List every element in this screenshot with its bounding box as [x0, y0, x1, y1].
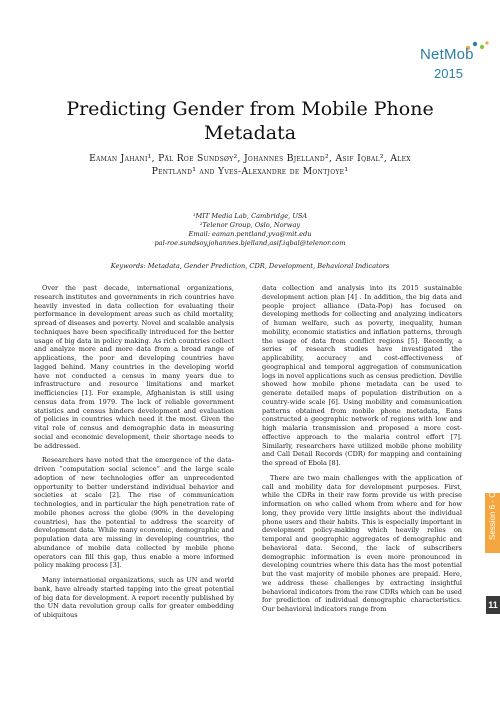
session-label: Session 6 - Cities (III): [488, 463, 497, 540]
affiliations: [120, 212, 380, 248]
email-telenor: pal-roe.sundsoy,johannes.bjelland,asif.iqbal@telenor.com: [154, 239, 346, 247]
paragraph: There are two main challenges with the application of call and mobility data for development purposes. First, while the CDRs in their raw form provide us with precise information on who called whom from where and for how long, they provide very little insights about the individual phone users and their habits. This is especially important in development policy-making which heavily relies on temporal and geographic aggregates of demographic and behavioral data. Second, the lack of subscribers demographic information is even more pronounced in developing countries where this data has the most potential but the vast majority of mobile phones are prepaid. Here, we address these challenges by extracting insightful behavioral indicators from the raw CDRs which can be used for prediction of individual demographic characteristics. Our behavioral indicators range from: [262, 473, 462, 613]
page-number: 11: [486, 596, 500, 614]
email-mit: Email: eaman.pentland,yva@mit.edu: [188, 230, 312, 238]
left-column: [34, 284, 234, 626]
paragraph: Many international organizations, such as UN and world bank, have already started tapping into the great potential of big data for development. A report recently published by the UN data revolution group calls for greater embedding of ubiquitous: [34, 576, 234, 619]
logo-year: 2015: [434, 66, 463, 81]
logo-word: NetMob: [420, 46, 474, 63]
paragraph: Researchers have noted that the emergence of the data-driven “computation social science” and the large scale adoption of new technologies offer an unprecedented opportunity to better understand individual behavior and societies at scale [2]. The rise of communication technologies, and in particular the high penetration rate of mobile phones across the globe (90% in the developing countries), has the potential to address the scarcity of development data. While many economic, demographic and population data are missing in developing countries, the abundance of mobile data collected by mobile phone operators can fill this gap, thus enable a more informed policy making process [3].: [34, 456, 234, 570]
author-list: Eaman Jahani¹, Pål Roe Sundsøy², Johannes Bjelland², Asif Iqbal², Alex Pentland¹ and Yves-Alexandre de Montjoye¹: [89, 153, 411, 177]
paragraph: Over the past decade, international organizations, research institutes and governments in rich countries have heavily invested in data collection for evaluating their performance in development areas such as child mortality, spread of diseases and poverty. Novel and scalable analysis techniques have been specifically introduced for the better usage of big data in policy making. As rich countries collect and analyze more and more data from a broad range of applications, the poor and developing countries have lagged behind. Many countries in the developing world have not conducted a census in many years due to infrastructure and resource limitations and market inefficiencies [1]. For example, Afghanistan is still using census data from 1979. The lack of reliable government statistics and census hinders development and evaluation of policies in countries which need it the most. Given the vital role of census and demographic data in measuring social and economic development, their shortage needs to be addressed.: [34, 284, 234, 450]
keywords-line: Keywords: Metadata, Gender Prediction, CDR, Development, Behavioral Indicators: [110, 262, 390, 270]
affiliation-mit: ¹MIT Media Lab, Cambridge, USA: [192, 212, 308, 220]
netmob-logo: [420, 40, 492, 90]
paragraph: data collection and analysis into its 2015 sustainable development action plan [4] . In addition, the big data and people project alliance (Data-Pop) has focused on developing methods for collecting and analyzing indicators of human welfare, such as poverty, inequality, human mobility, economic statistics and inflation patterns, through the usage of data from conflict regions [5]. Recently, a series of research studies have investigated the applicability, accuracy and cost-effectiveness of geographical and temporal aggregation of communication logs in novel applications such as census prediction. Deville showed how mobile phone metadata can be used to generate detailed maps of population distribution on a country-wide scale [6]. Using mobility and communication patterns obtained from mobile phone metadata, Eans constructed a geographic network of regions with low and high malaria transmission and proposed a more cost-effective approach to the malaria control effort [7]. Similarly, researchers have utilized mobile phone mobility and Call Detail Records (CDR) for mapping and containing the spread of Ebola [8].: [262, 284, 462, 467]
affiliation-telenor: ²Telenor Group, Oslo, Norway: [199, 221, 301, 229]
right-column: [262, 284, 462, 620]
paper-title: Predicting Gender from Mobile Phone Metadata: [66, 98, 434, 144]
